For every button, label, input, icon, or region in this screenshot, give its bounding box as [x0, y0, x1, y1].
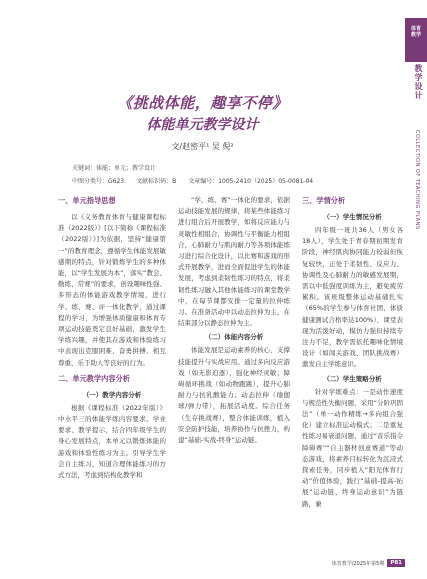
paragraph: 以《义务教育体育与健康课程标准（2022版）》[以下简称《课程标准（2022版）》]为依据，坚持“健康第一”的教育理念，遵循学生体能发展敏感期的特点，针对锻炼学生的多种体能，以“学生发展为本”，落实“教会、勤练、常赛”的要求，创设趣味性强、多形态的体能游戏教学情境，进行学、练、赛、评一体化教学，通过课程的学习，为增强体质健康和体育专项运动技能奠定良好基础，激发学生学练兴趣，并使其在游戏和体验练习中表现出克服困难、奋勇拼搏、相互尊重、乐于助人等良好的行为。 [58, 213, 166, 367]
keywords: 关键词：体能；单元；教学设计 [72, 165, 157, 172]
section-heading: 一、单元指导思想 [58, 196, 116, 205]
paragraph: 体能发展是运动素养的核心，支撑技能提升与实战应用。通过多向反应游戏（如无影追逐），强化神经灵敏；障碍循环挑战（如动物跑跳），提升心肺耐力与抗乳酸能力；动态拉伸（瑜伽球/弹力带），拓展活动度。综合任务（生存挑战赛），整合体能训练，植入安全防护技能，培养协作与抗挫力，构建“基础-实战-终身”运动链。 [178, 346, 290, 445]
column-name: 教学设计 [414, 64, 423, 100]
page-number: P81 [387, 559, 405, 567]
document-code: 文献标识码：B [136, 178, 177, 185]
article-title: 《挑战体能，趣享不停》 [117, 94, 288, 112]
paragraph: 四年级一班共36人（男女各18人），学生处于青春期初期发育阶段，神经肌肉协同能力较弱但恢复较快，正处于柔韧性、反应力、协调性及心肺耐力的敏感发展期，需以中低强度训练为主，避免疲劳累积。该班级整体运动基础扎实（65%的学生参与体育社团、体质健康测试合格率达100%），课堂表现为活泼好动，模仿力强但持续专注力不足，教学需依托趣味化情境设计（如闯关游戏、团队挑战赛）激发自主学练意识。 [302, 226, 403, 369]
journal-issue: 体育教学/2025年第5期 [331, 560, 385, 567]
column-3 [302, 195, 403, 510]
section-heading: 三、学情分析 [302, 196, 346, 205]
classification-row [72, 176, 313, 185]
badge-text: 体育教学 [410, 26, 421, 38]
column-2 [178, 195, 290, 446]
subsection-heading: （一）教学内容分析 [82, 390, 142, 399]
paragraph: “学、练、赛”一体化的要求，依据运动技能发展的规律，将某些体能练习进行组合后开展教学，如将反应能力与灵敏性相组合，协调性与平衡能力相组合，心肺耐力与肌肉耐力等各项体能练习进行综合化设计，以比赛和游戏的形式开展教学，进而全面促进学生的体能发展，考虑到柔韧性练习的特点，将柔韧性练习融入其他体能练习的课堂教学中，在每节课都安排一定量的拉伸练习。在准备活动中以动态拉伸为主，在结束部分以静态拉伸为主。 [178, 196, 290, 328]
page-footer [332, 559, 405, 567]
paragraph: 根据《课程标准（2022年版）》中水平三的体能学练内容要求、学业要求、教学提示，结合四年级学生的身心发展特点，本单元以锻炼体能的游戏和体验性练习为主。引导学生学会自主练习，知道合理体能练习的方式方法，考虑到结构化教学和 [58, 403, 166, 480]
authors: 文/赵密平¹ 吴 倪² [171, 142, 234, 151]
column-badge [405, 18, 427, 62]
article-number: 文章编号：1005-2410（2025）05-0081-04 [188, 178, 314, 185]
subsection-heading: （二）体能内容分析 [204, 333, 264, 342]
section-heading: 二、单元教学内容分析 [58, 373, 130, 383]
article-subtitle: 体能单元教学设计 [146, 117, 259, 133]
column-english: COLLECTION OF TEACHING PLANS [414, 130, 420, 230]
subsection-heading: （二）学生策略分析 [323, 374, 382, 383]
clc-number: 中图分类号：G623 [72, 178, 125, 185]
subsection-heading: （一）学生情况分析 [323, 213, 382, 221]
paragraph: 针对学练难点：一是动作速度与规范性失衡问题，采用“分阶巩固法”（单一动作精练→多向组合强化）建立标准运动模式；二是重复性练习易衰退问题，通过“音乐指令障碍赛”“自主器材创意赛道”等动态游戏，将素养目标转化为沉浸式探索任务，同步植入“阳光体育行动”价值体验，践行“基础-提高-拓展”运动链、终身运动意识”为链路，兼 [302, 387, 403, 508]
column-1 [58, 195, 166, 481]
side-bar [405, 0, 427, 579]
